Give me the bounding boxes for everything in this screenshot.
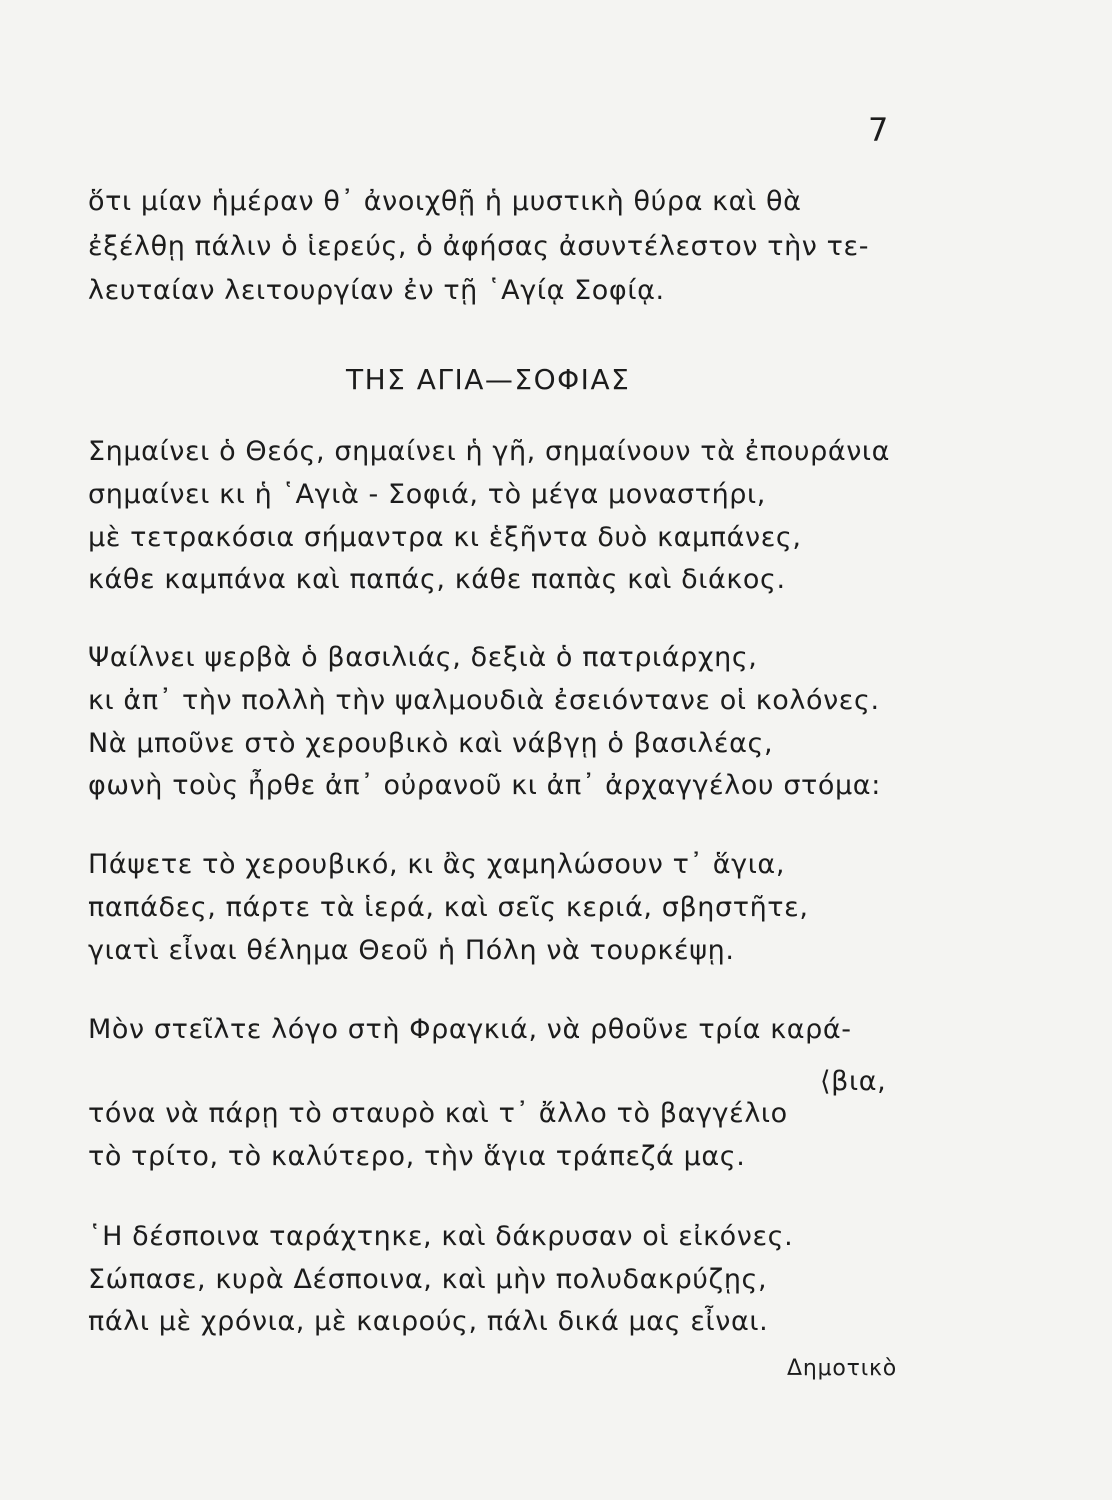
poem-line: φωνὴ τοὺς ἦρθε ἀπ᾽ οὐρανοῦ κι ἀπ᾽ ἀρχαγγέλου στόμα:	[88, 770, 881, 801]
poem-line: Σώπασε, κυρὰ Δέσποινα, καὶ μὴν πολυδακρύζῃς,	[88, 1264, 768, 1295]
poem-line-continuation: ⟨βια,	[820, 1066, 887, 1097]
poem-line: Ψαίλνει ψερβὰ ὁ βασιλιάς, δεξιὰ ὁ πατριάρχης,	[88, 642, 758, 673]
intro-line: λευταίαν λειτουργίαν ἐν τῇ ῾Αγίᾳ Σοφίᾳ.	[88, 275, 665, 306]
poem-attribution: Δημοτικὸ	[787, 1356, 897, 1381]
poem-line: γιατὶ εἶναι θέλημα Θεοῦ ἡ Πόλη νὰ τουρκέψῃ.	[88, 935, 735, 966]
poem-line: τὸ τρίτο, τὸ καλύτερο, τὴν ἅγια τράπεζά μας.	[88, 1141, 746, 1172]
poem-line: Μὸν στεῖλτε λόγο στὴ Φραγκιά, νὰ ρθοῦνε τρία καρά-	[88, 1014, 852, 1045]
poem-line: μὲ τετρακόσια σήμαντρα κι ἑξῆντα δυὸ καμπάνες,	[88, 522, 802, 553]
poem-line: σημαίνει κι ἡ ῾Αγιὰ - Σοφιά, τὸ μέγα μοναστήρι,	[88, 479, 766, 510]
poem-title: ΤΗΣ ΑΓΙΑ—ΣΟΦΙΑΣ	[346, 363, 631, 396]
intro-line: ἐξέλθῃ πάλιν ὁ ἱερεύς, ὁ ἀφήσας ἀσυντέλεστον τὴν τε-	[88, 231, 870, 262]
intro-line: ὅτι μίαν ἡμέραν θ᾽ ἀνοιχθῇ ἡ μυστικὴ θύρα καὶ θὰ	[88, 186, 802, 217]
poem-line: Σημαίνει ὁ Θεός, σημαίνει ἡ γῆ, σημαίνουν τὰ ἐπουράνια	[88, 436, 891, 467]
poem-line: ῾Η δέσποινα ταράχτηκε, καὶ δάκρυσαν οἱ εἰκόνες.	[88, 1221, 794, 1252]
poem-line: τόνα νὰ πάρῃ τὸ σταυρὸ καὶ τ᾽ ἄλλο τὸ βαγγέλιο	[88, 1098, 788, 1129]
poem-line: Νὰ μποῦνε στὸ χερουβικὸ καὶ νάβγῃ ὁ βασιλέας,	[88, 728, 774, 759]
poem-line: κι ἀπ᾽ τὴν πολλὴ τὴν ψαλμουδιὰ ἐσειόντανε οἱ κολόνες.	[88, 685, 880, 716]
page-number: 7	[868, 111, 889, 149]
poem-line: κάθε καμπάνα καὶ παπάς, κάθε παπὰς καὶ διάκος.	[88, 564, 786, 595]
poem-line: παπάδες, πάρτε τὰ ἱερά, καὶ σεῖς κεριά, σβηστῆτε,	[88, 892, 809, 923]
poem-line: πάλι μὲ χρόνια, μὲ καιρούς, πάλι δικά μας εἶναι.	[88, 1306, 769, 1337]
poem-line: Πάψετε τὸ χερουβικό, κι ἂς χαμηλώσουν τ᾽ ἅγια,	[88, 849, 786, 880]
